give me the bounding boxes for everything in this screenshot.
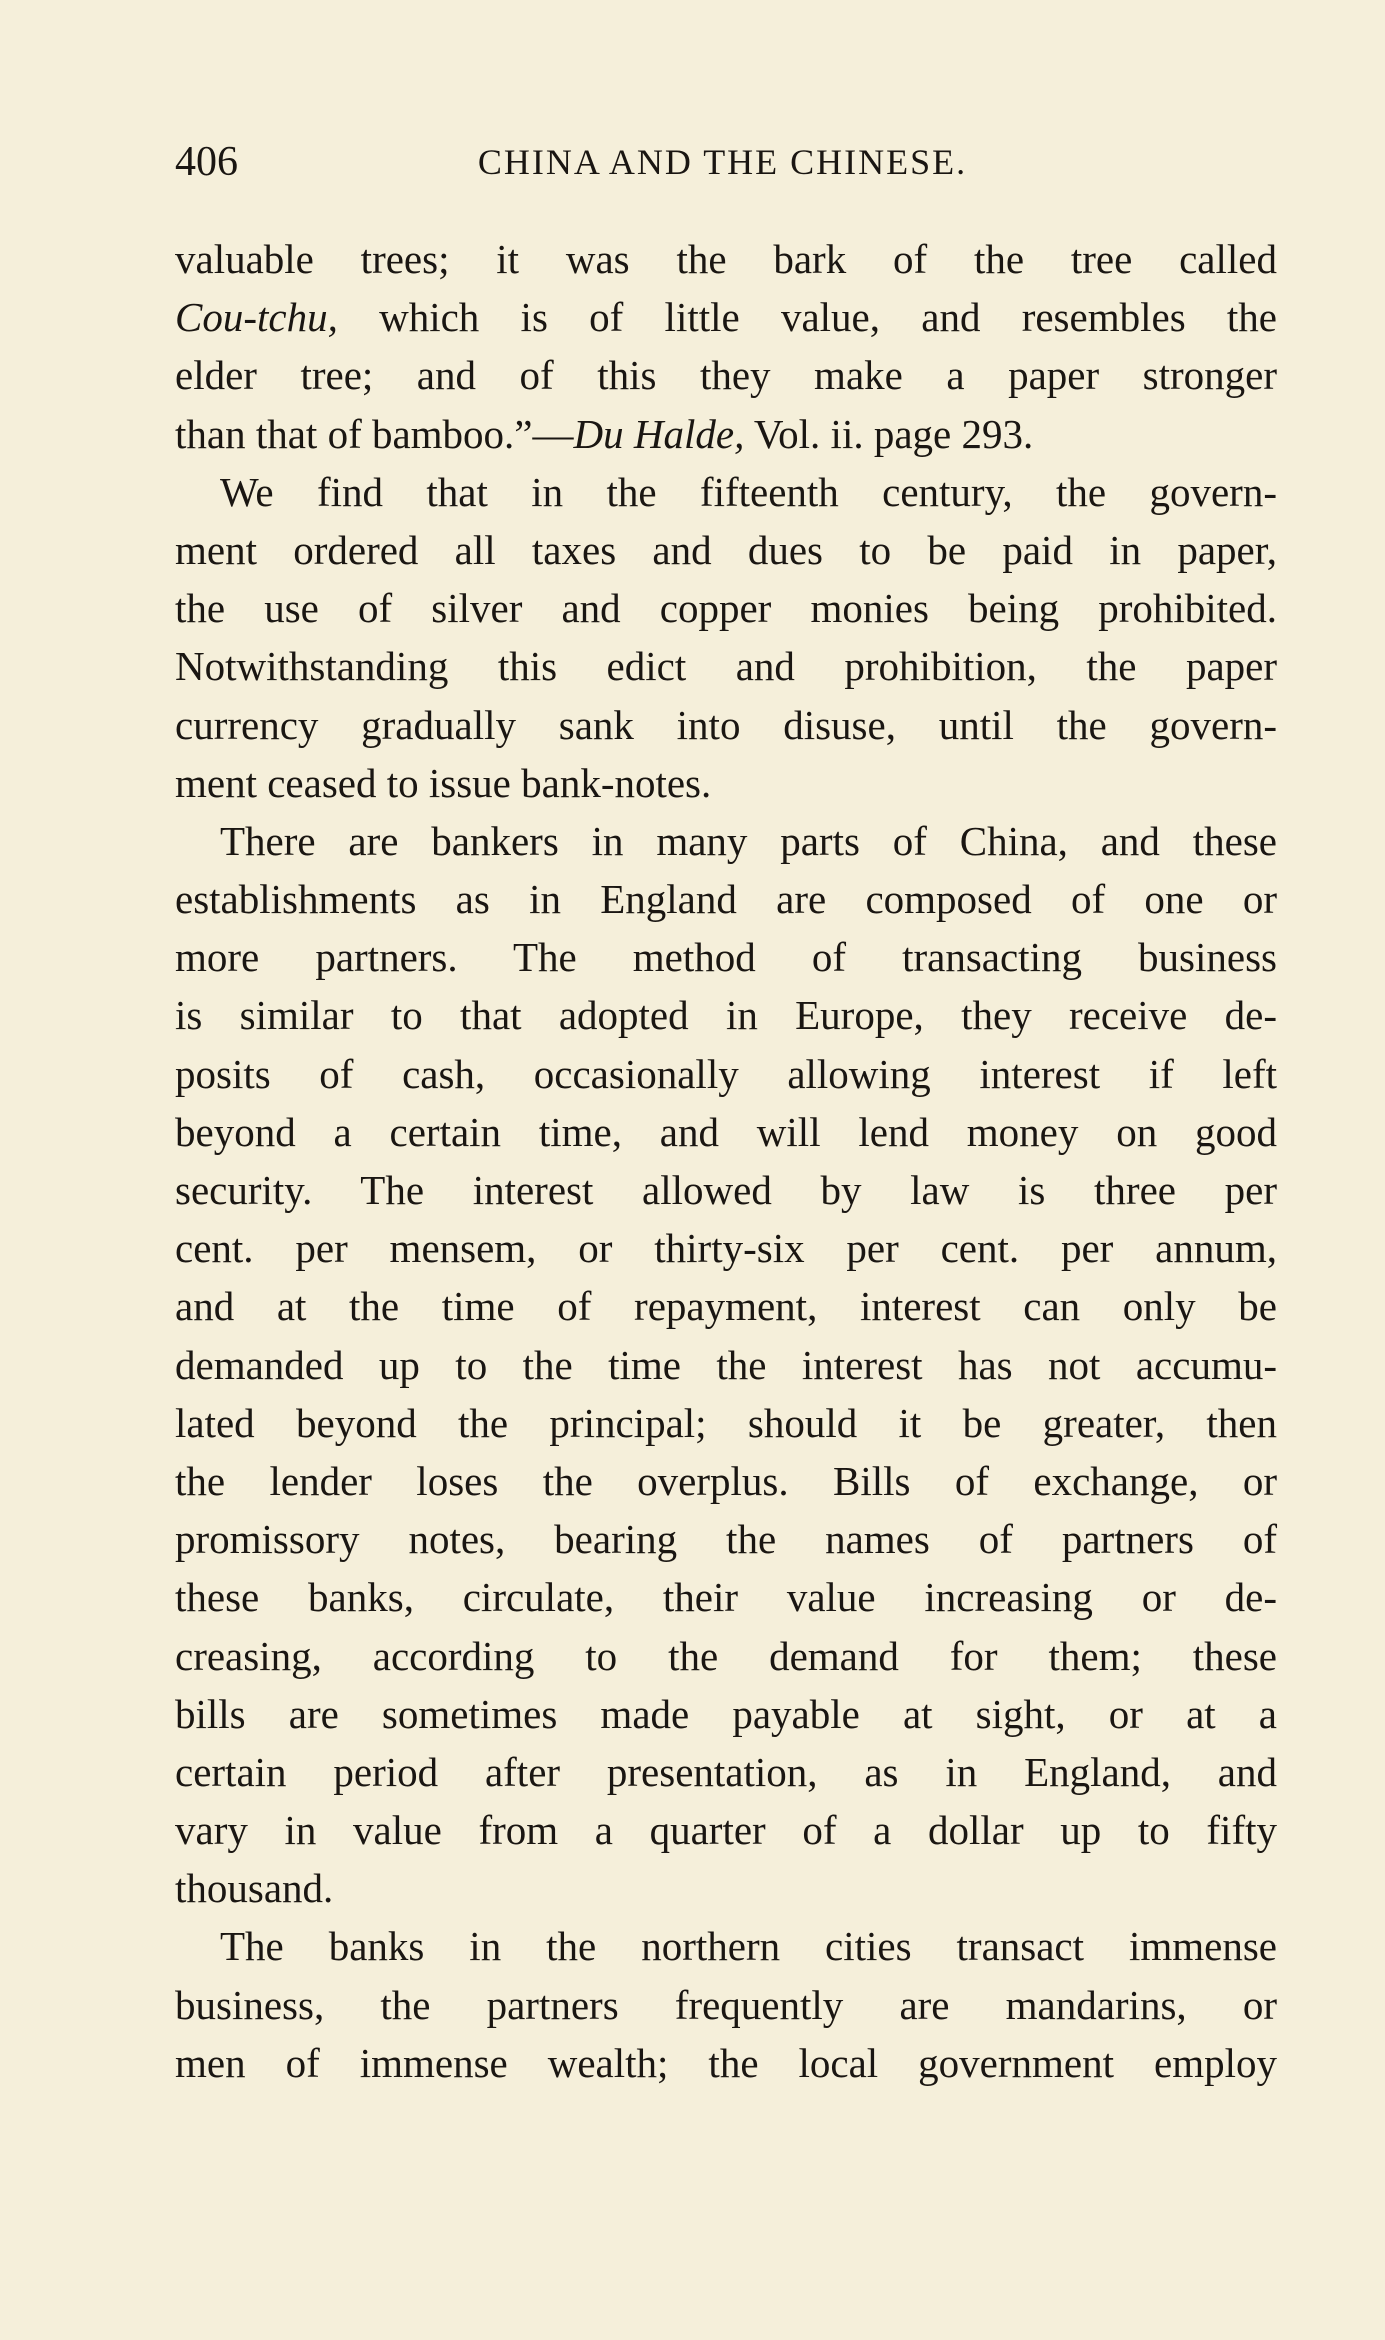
- text-line: ment ceased to issue bank-notes.: [175, 759, 712, 806]
- text-line: currency gradually sank into disuse, until the govern-: [175, 701, 1277, 748]
- text-line: than that of bamboo.”—Du Halde, Vol. ii. page 293.: [175, 410, 1034, 457]
- text-line: We find that in the fifteenth century, the govern-: [220, 468, 1277, 515]
- text-line: business, the partners frequently are mandarins, or: [175, 1981, 1277, 2028]
- text-line: promissory notes, bearing the names of partners of: [175, 1516, 1277, 1563]
- text-line: lated beyond the principal; should it be greater, then: [175, 1399, 1277, 1446]
- text-line: bills are sometimes made payable at sight, or at a: [175, 1690, 1277, 1737]
- text-line: posits of cash, occasionally allowing interest if left: [175, 1050, 1277, 1097]
- text-line: thousand.: [175, 1865, 334, 1912]
- body-text: [175, 230, 1277, 2092]
- text-line: the lender loses the overplus. Bills of exchange, or: [175, 1457, 1277, 1504]
- text-line: these banks, circulate, their value increasing or de-: [175, 1574, 1277, 1621]
- text-line: men of immense wealth; the local government employ: [175, 2039, 1277, 2086]
- page-header: [175, 132, 1270, 192]
- text-line: Notwithstanding this edict and prohibition, the paper: [175, 643, 1277, 690]
- running-title: CHINA AND THE CHINESE.: [477, 142, 968, 182]
- text-line: more partners. The method of transacting business: [175, 934, 1277, 981]
- text-line: the use of silver and copper monies being prohibited.: [175, 585, 1277, 632]
- text-line: certain period after presentation, as in England, and: [175, 1748, 1277, 1795]
- text-line: is similar to that adopted in Europe, they receive de-: [175, 992, 1277, 1039]
- text-line: ment ordered all taxes and dues to be paid in paper,: [175, 526, 1277, 573]
- page-number: 406: [175, 139, 238, 185]
- text-line: vary in value from a quarter of a dollar up to fifty: [175, 1807, 1277, 1854]
- text-line: There are bankers in many parts of China, and these: [220, 817, 1277, 864]
- text-line: elder tree; and of this they make a paper stronger: [175, 352, 1277, 399]
- text-line: Cou-tchu, which is of little value, and resembles the: [175, 294, 1277, 341]
- text-line: establishments as in England are composed of one or: [175, 876, 1277, 923]
- text-line: The banks in the northern cities transact immense: [220, 1923, 1277, 1970]
- text-line: valuable trees; it was the bark of the tree called: [175, 236, 1277, 282]
- text-line: beyond a certain time, and will lend money on good: [175, 1108, 1277, 1155]
- text-line: cent. per mensem, or thirty-six per cent. per annum,: [175, 1225, 1277, 1272]
- text-line: creasing, according to the demand for them; these: [175, 1632, 1277, 1679]
- text-line: and at the time of repayment, interest can only be: [175, 1283, 1277, 1330]
- text-line: demanded up to the time the interest has not accumu-: [175, 1341, 1277, 1388]
- text-line: security. The interest allowed by law is three per: [175, 1167, 1277, 1213]
